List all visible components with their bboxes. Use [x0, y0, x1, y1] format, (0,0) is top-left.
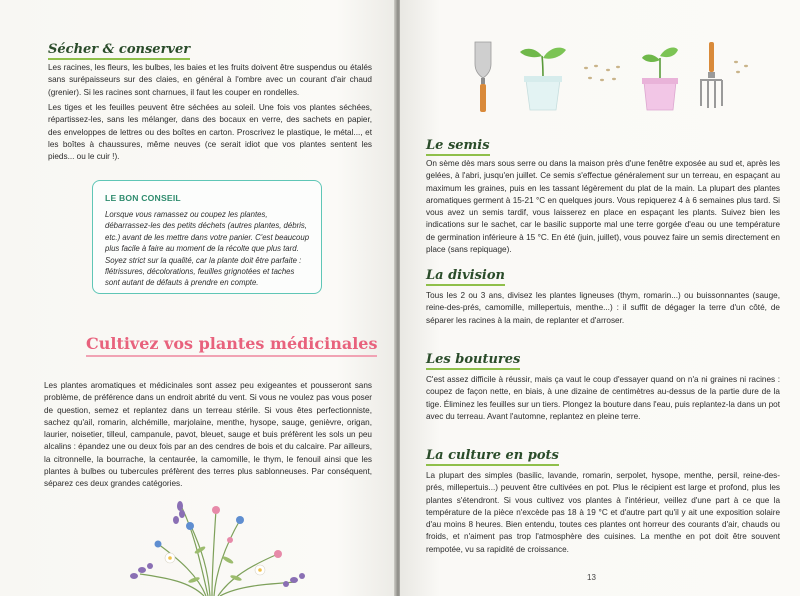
tip-box-text: Lorsque vous ramassez ou coupez les plantes, débarrassez-les des petits déchets (autres plantes, débris, etc.) avant de les mettre dans votre panier. C'est beaucoup plus facile à faire au moment de la récolte que plus tard. Soyez strict sur la qualité, car la plante doit être parfaite : flétrissures, décolorations, feuilles grignotées et taches sont autant de défauts à prendre en compte. — [105, 210, 310, 288]
paragraph-semis: On sème dès mars sous serre ou dans la maison près d'une fenêtre exposée au sud et, après les gelées, à l'abri, jusqu'en juillet. Ce semis s'effectue généralement sur un terreau, en espaçant au maximum les graines, puis en les tassant légèrement du plat de la main. La plupart des plantes aromatiques germent à 15-21 °C en quelques jours. Vous repiquerez 4 à 6 semaines plus tard. Si vous avez un semis tardif, vous laisserez en place en espaçant les plants. Suivez bien les indications sur le sachet, car le basilic supporte mal une terre gorgée d'eau ou une température de germination inférieure à 15 °C. En été (juin, juillet), vous pouvez faire un semis directement en place (sans repiquage). — [426, 159, 780, 255]
seedling-pot-icon — [518, 40, 568, 112]
heading-secher-conserver: Sécher & conserver — [48, 42, 190, 60]
paragraph-secher-1: Les racines, les fleurs, les bulbes, les baies et les fruits doivent être suspendus ou étalés sans surépaisseurs sur des claies, en général à l'ombre avec un courant d'air chaud (grenier). Si les racines sont charnues, il faut les couper en rondelles. — [48, 63, 372, 97]
fork-icon — [696, 40, 726, 112]
seeds-icon — [730, 58, 754, 78]
paragraph-boutures: C'est assez difficile à réussir, mais ça vaut le coup d'essayer quand on n'a ni graines ni racines : coupez de façon nette, en biais, à une dizaine de centimètres au-dessus de la partie dure de la tige. Éliminez les feuilles sur un tiers. Plongez la bouture dans l'eau, puis replantez-la dans un pot avec du terreau. Avant l'automne, replantez en pleine terre. — [426, 375, 780, 421]
wildflowers-illustration — [110, 500, 320, 596]
heading-boutures: Les boutures — [426, 352, 520, 370]
paragraph-culture-pots: La plupart des simples (basilic, lavande, romarin, serpolet, hysope, menthe, persil, reine-des-prés, millepertuis...) peuvent être cultivées en pot. Plus le récipient est large et profond, plus les plantes s'étendront. Si vous cultivez vos plantes à l'intérieur, veillez d'une part à ce que la température de la pièce n'excède pas 18 à 19 °C et d'autre part qu'il y ait une exposition solaire d'au moins 8 heures. Bien entendu, toutes ces plantes ont horreur des courants d'air, chauds ou froids, et n'aiment pas trop l'atmosphère des cuisines. La menthe en pot doit être souvent rempotée, vu sa rapidité de croissance. — [426, 471, 780, 554]
trowel-icon — [470, 38, 496, 114]
heading-division: La division — [426, 268, 505, 286]
left-page — [0, 0, 396, 596]
tip-box — [92, 180, 322, 294]
right-page — [400, 0, 800, 596]
seeds-icon — [580, 62, 624, 86]
sprout-pot-icon — [640, 40, 680, 112]
heading-culture-pots: La culture en pots — [426, 448, 559, 466]
paragraph-intro: Les plantes aromatiques et médicinales sont assez peu exigeantes et pousseront sans problème, de préférence dans un endroit abrité du vent. Si vous ne voulez pas vous poser de question, semez et replantez dans un terreau stérile. Si vous êtes perfectionniste, sachez qu'ail, romarin, alchémille, marjolaine, menthe, hysope, sauge, genièvre, origan, laurier, noisetier, tilleul, campanule, pavot, bleuet, sauge et buis préfèrent les sols un peu alcalins : épandez une ou deux fois par an des cendres de bois et du calcaire. Par ailleurs, la citronnelle, la bourrache, la centaurée, la camomille, le thym, le fenouil ainsi que les plantes à bulbes ou tubercules préfèrent des terres plus sablonneuses. Par conséquent, séparez ces deux grandes catégories. — [44, 381, 372, 489]
page-number: 13 — [587, 573, 596, 582]
section-title: Cultivez vos plantes médicinales — [86, 334, 377, 357]
tip-box-title: LE BON CONSEIL — [105, 193, 181, 203]
heading-semis: Le semis — [426, 138, 490, 156]
paragraph-division: Tous les 2 ou 3 ans, divisez les plantes ligneuses (thym, romarin...) ou buissonnantes (sauge, reine-des-prés, camomille, millepertuis, menthe...) : il suffit de dégager la terre d'un côté, de séparer les racines à la main, de replanter et d'arroser. — [426, 291, 780, 325]
paragraph-secher-2: Les tiges et les feuilles peuvent être séchées au soleil. Une fois vos plantes séchées, répartissez-les, sans les mélanger, dans des bocaux en verre, des sachets en papier, des enveloppes de lettres ou des boîtes en carton. Proscrivez le plastique, le métal..., et les boîtes à chaussures, même neuves (ce serait idiot que vos plantes sentent les pieds... ou le cuir !). — [48, 103, 372, 162]
